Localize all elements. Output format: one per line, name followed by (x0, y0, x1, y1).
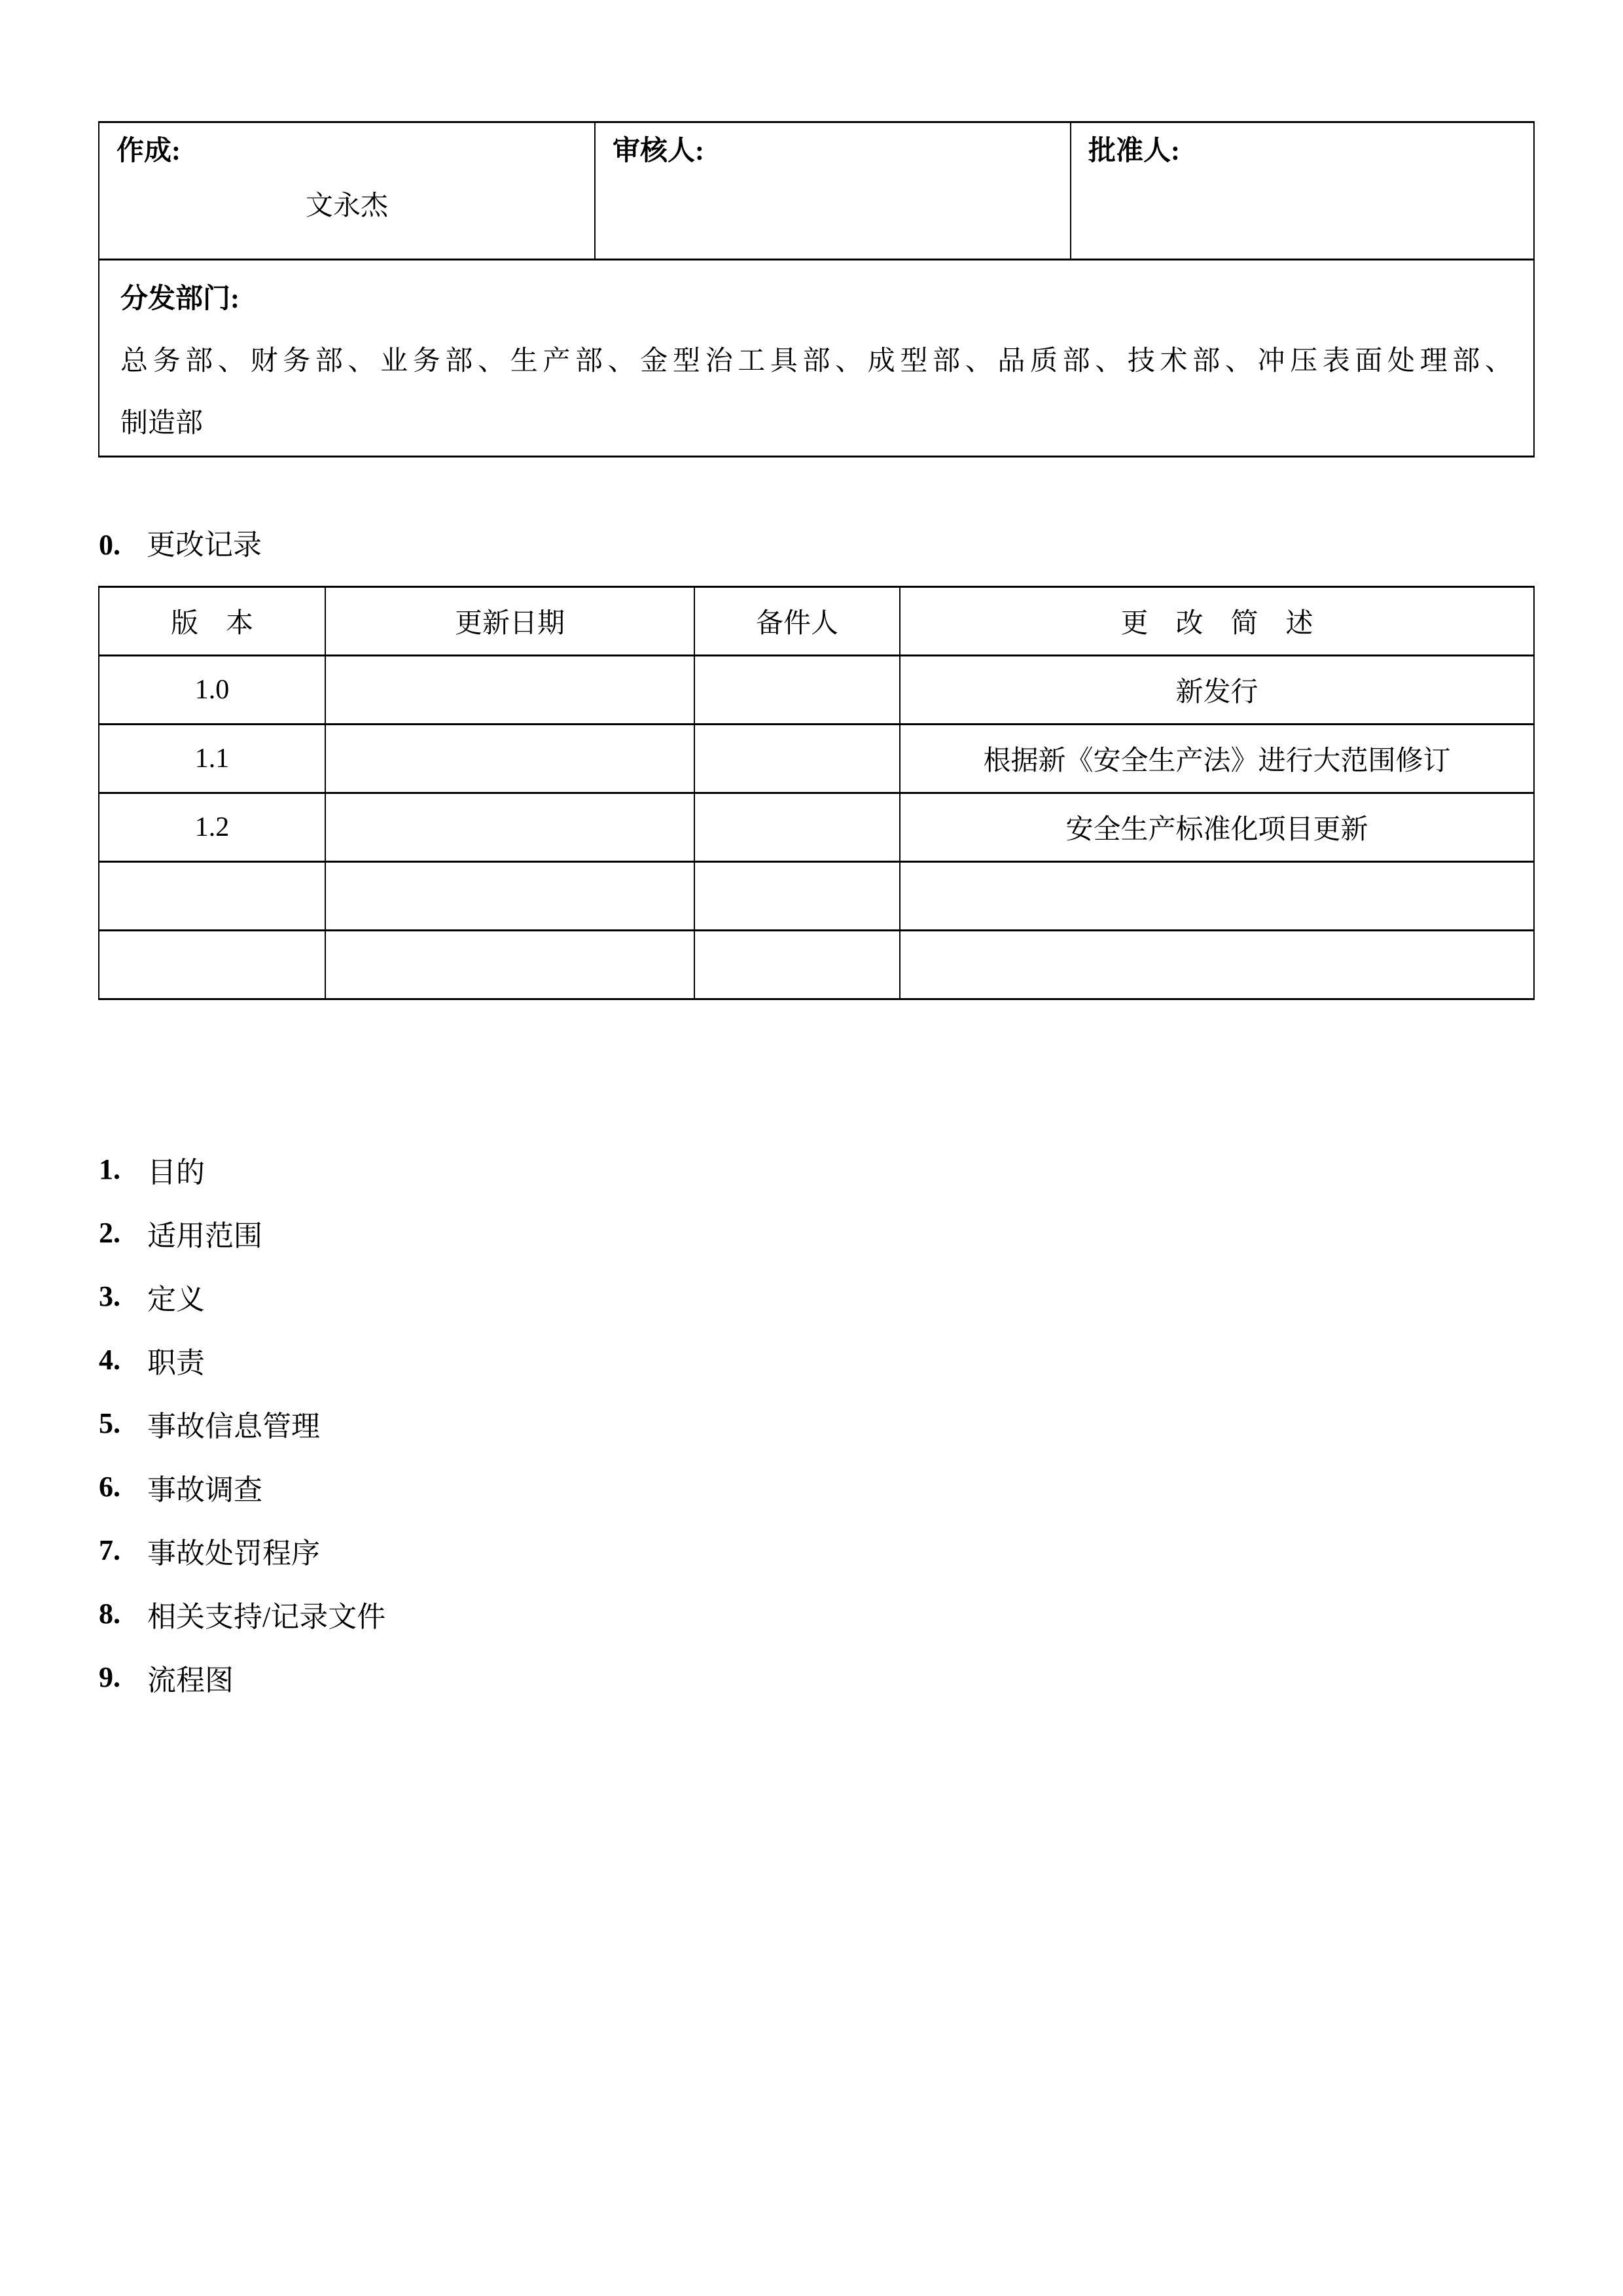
distribution-row (99, 260, 1534, 457)
toc-item-number: 5. (99, 1407, 120, 1439)
summary-cell (900, 725, 1534, 793)
version-value: 1.1 (194, 744, 230, 774)
person-cell (694, 656, 900, 725)
toc-item-label: 流程图 (147, 1664, 234, 1696)
reviewer-label: 审核人: (613, 136, 704, 166)
reviewer-cell (595, 122, 1071, 260)
date-cell (325, 656, 694, 725)
version-cell (99, 725, 325, 793)
toc-item (99, 1582, 1473, 1645)
header-update-date (325, 587, 694, 656)
toc-item-number: 1. (99, 1153, 120, 1185)
creator-cell (99, 122, 595, 260)
person-cell (694, 725, 900, 793)
toc-item (99, 1391, 1473, 1455)
approval-table (98, 121, 1535, 457)
toc-item (99, 1455, 1473, 1518)
toc-item-label: 目的 (147, 1156, 205, 1189)
version-cell (99, 656, 325, 725)
person-cell (694, 862, 900, 931)
header-version (99, 587, 325, 656)
toc-list (99, 1138, 1473, 1709)
toc-item-label: 定义 (147, 1283, 205, 1316)
version-cell (99, 862, 325, 931)
approval-row (99, 122, 1534, 260)
approver-cell (1071, 122, 1534, 260)
header-person (694, 587, 900, 656)
toc-item-label: 职责 (147, 1346, 205, 1379)
change-record-row (99, 862, 1534, 931)
toc-item-number: 8. (99, 1598, 120, 1630)
date-cell (325, 793, 694, 862)
toc-item-label: 事故信息管理 (147, 1410, 320, 1443)
distribution-departments-line2: 制造部 (120, 408, 204, 439)
change-record-row (99, 725, 1534, 793)
header-summary (900, 587, 1534, 656)
date-cell (325, 931, 694, 999)
header-summary-label: 更 改 简 述 (1120, 609, 1313, 639)
approver-label: 批准人: (1088, 136, 1180, 166)
toc-item-number: 7. (99, 1534, 120, 1566)
date-cell (325, 862, 694, 931)
change-record-row (99, 793, 1534, 862)
toc-item-number: 2. (99, 1217, 120, 1249)
toc-item-label: 事故调查 (147, 1473, 262, 1506)
summary-value: 安全生产标准化项目更新 (1065, 815, 1368, 845)
toc-item (99, 1201, 1473, 1265)
person-cell (694, 931, 900, 999)
header-update-date-label: 更新日期 (454, 609, 565, 639)
date-cell (325, 725, 694, 793)
version-value: 1.2 (194, 812, 230, 842)
section-heading-change-record (99, 526, 262, 565)
distribution-cell (99, 260, 1534, 457)
summary-cell (900, 793, 1534, 862)
summary-value: 根据新《安全生产法》进行大范围修订 (983, 746, 1451, 776)
header-person-label: 备件人 (755, 609, 838, 639)
distribution-label: 分发部门: (120, 284, 240, 314)
section-title: 更改记录 (147, 529, 262, 561)
summary-cell (900, 862, 1534, 931)
toc-item (99, 1138, 1473, 1201)
change-record-row (99, 931, 1534, 999)
toc-item (99, 1328, 1473, 1391)
toc-item-number: 9. (99, 1661, 120, 1693)
version-cell (99, 793, 325, 862)
toc-item-label: 事故处罚程序 (147, 1537, 320, 1570)
version-cell (99, 931, 325, 999)
person-cell (694, 793, 900, 862)
section-number: 0. (99, 529, 120, 561)
summary-cell (900, 931, 1534, 999)
summary-value: 新发行 (1175, 677, 1258, 708)
change-record-table (98, 586, 1535, 1000)
toc-item (99, 1518, 1473, 1582)
creator-name: 文永杰 (305, 191, 388, 221)
toc-item (99, 1645, 1473, 1709)
header-version-label: 版 本 (170, 609, 253, 639)
toc-item-number: 3. (99, 1280, 120, 1312)
change-table-header-row (99, 587, 1534, 656)
toc-item (99, 1265, 1473, 1328)
toc-item-number: 6. (99, 1471, 120, 1503)
creator-label: 作成: (116, 136, 181, 166)
version-value: 1.0 (194, 675, 230, 705)
toc-item-label: 适用范围 (147, 1219, 262, 1252)
change-record-row (99, 656, 1534, 725)
toc-item-label: 相关支持/记录文件 (147, 1600, 386, 1633)
distribution-departments-line1: 总务部、财务部、业务部、生产部、金型治工具部、成型部、品质部、技术部、冲压表面处理部、 (120, 346, 1512, 376)
toc-item-number: 4. (99, 1344, 120, 1376)
summary-cell (900, 656, 1534, 725)
